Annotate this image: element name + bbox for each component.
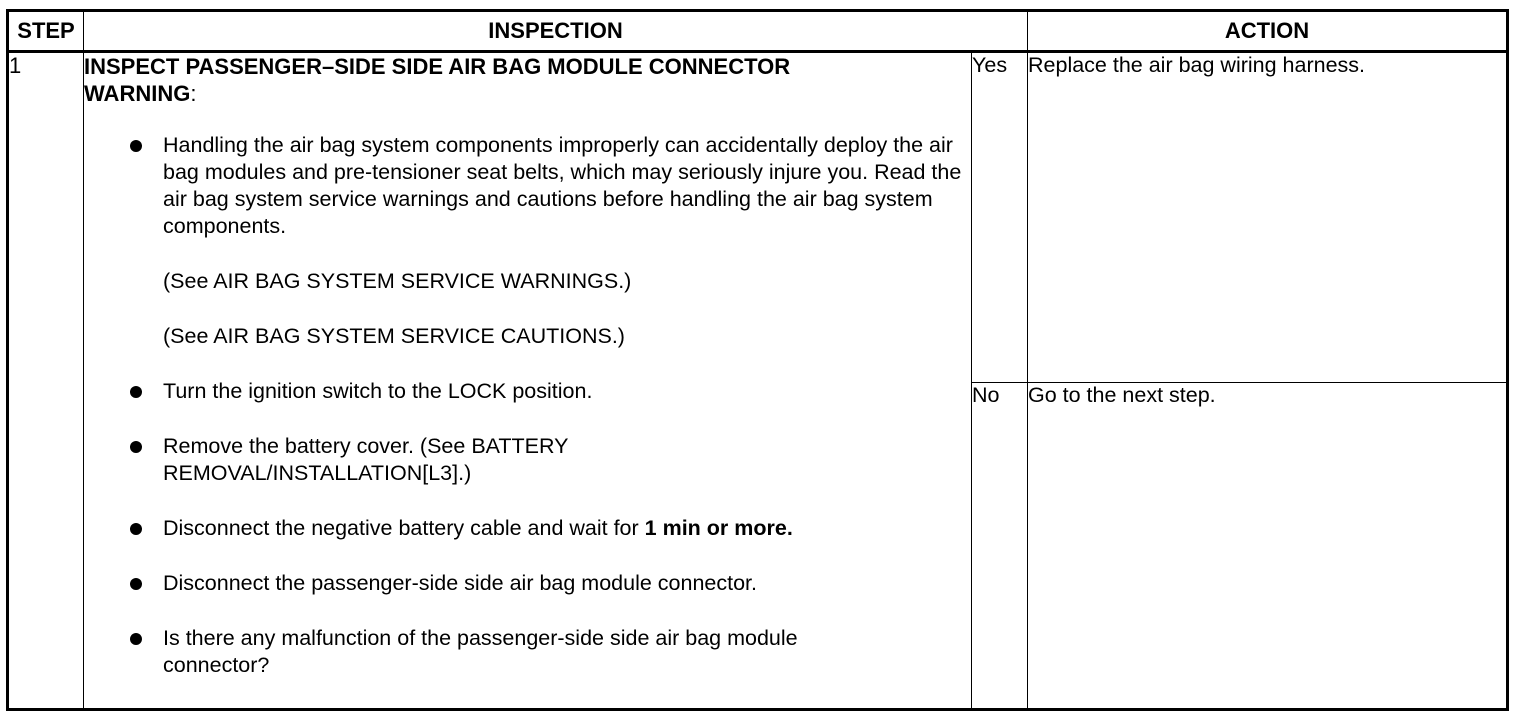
wait-duration: 1 min or more.: [644, 516, 793, 540]
reference-warnings: (See AIR BAG SYSTEM SERVICE WARNINGS.): [163, 269, 632, 293]
list-item: [130, 433, 971, 487]
bullet-icon: [130, 386, 142, 398]
header-inspection: INSPECTION: [84, 11, 1028, 52]
step-text-battery-cover: Remove the battery cover. (See BATTERY REMOVAL/INSTALLATION[L3].): [163, 434, 569, 485]
step-text-negative-cable-main: Disconnect the negative battery cable and wait for: [163, 516, 645, 540]
step-text-disconnect-connector: Disconnect the passenger-side side air bag module connector.: [163, 571, 757, 595]
warning-label: WARNING: [84, 81, 191, 106]
inspection-title: INSPECT PASSENGER–SIDE SIDE AIR BAG MODULE CONNECTOR: [84, 54, 791, 79]
no-label: No: [972, 383, 1028, 710]
bullet-icon: [130, 578, 142, 590]
step-number: 1: [8, 52, 84, 710]
bullet-icon: [130, 441, 142, 453]
yes-action: Replace the air bag wiring harness.: [1028, 52, 1508, 383]
step-text-ignition: Turn the ignition switch to the LOCK position.: [163, 379, 593, 403]
table-row: [8, 52, 1508, 383]
list-item: [130, 625, 971, 679]
list-item: [130, 132, 971, 350]
list-item: [130, 570, 971, 597]
bullet-icon: [130, 523, 142, 535]
table-header-row: [8, 11, 1508, 52]
inspection-cell: [84, 52, 972, 710]
inspection-steps-list: [84, 132, 971, 679]
header-step: STEP: [8, 11, 84, 52]
inspection-heading: [84, 53, 971, 107]
inspection-procedure-table: [6, 9, 1509, 711]
bullet-icon: [130, 633, 142, 645]
bullet-icon: [130, 140, 142, 152]
header-action: ACTION: [1028, 11, 1508, 52]
step-text-question: Is there any malfunction of the passenger-side side air bag module connector?: [163, 626, 798, 677]
list-item: [130, 378, 971, 405]
reference-cautions: (See AIR BAG SYSTEM SERVICE CAUTIONS.): [163, 324, 625, 348]
list-item: [130, 515, 971, 542]
no-action: Go to the next step.: [1028, 383, 1508, 710]
warning-text: Handling the air bag system components improperly can accidentally deploy the air bag modules and pre-tensioner seat belts, which may seriously injure you. Read the air bag system service warnings and cautions before handling the air bag system components.: [163, 133, 962, 238]
yes-label: Yes: [972, 52, 1028, 383]
warning-colon: :: [190, 81, 197, 106]
step-text-negative-cable: [163, 515, 971, 542]
